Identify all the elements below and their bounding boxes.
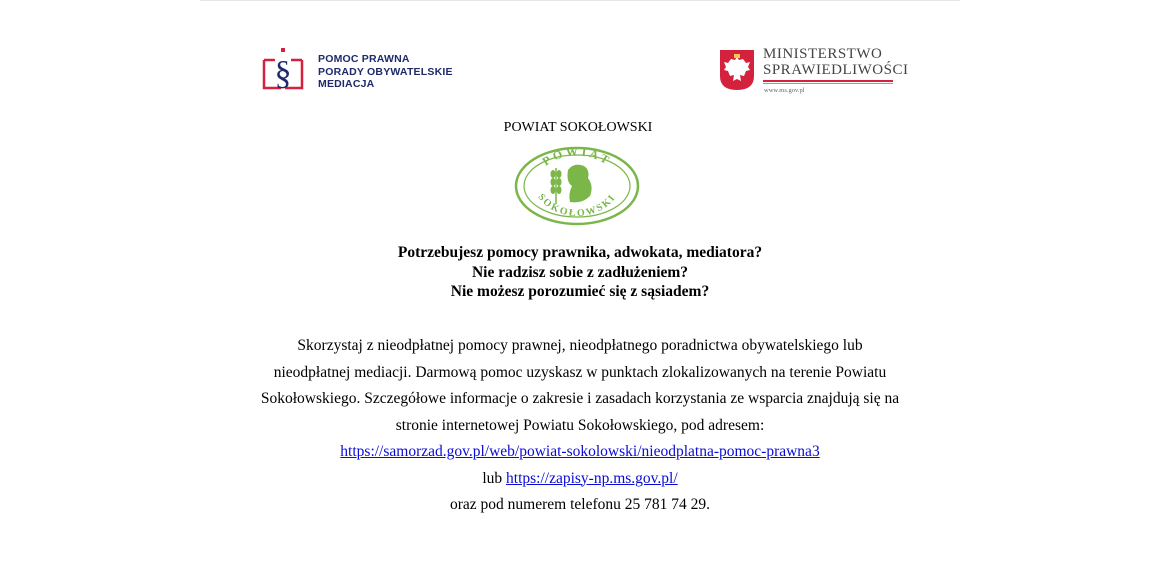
question-headings — [0, 243, 1156, 302]
section-sign-book-icon — [261, 46, 305, 92]
logo-line-2: PORADY OBYWATELSKIE — [318, 65, 453, 78]
powiat-sokolowski-logo — [512, 136, 642, 228]
ministry-line-1: MINISTERSTWO — [763, 46, 883, 62]
logo-line-1: POMOC PRAWNA — [318, 53, 410, 65]
heading-2: Nie radzisz sobie z zadłużeniem? — [471, 263, 689, 281]
link2-row — [0, 466, 1156, 493]
logo-text-bottom: SOKOŁOWSKI — [535, 191, 619, 220]
polish-eagle-icon — [720, 50, 754, 90]
falcon-icon — [568, 165, 592, 203]
logo-line-3: MEDIACJA — [318, 78, 375, 90]
link1-row — [0, 439, 1156, 466]
heading-1: Potrzebujesz pomocy prawnika, adwokata, mediatora? — [397, 244, 763, 261]
ministry-red-bar — [763, 80, 893, 82]
county-name: POWIAT SOKOŁOWSKI — [503, 120, 653, 135]
body-line-1: Skorzystaj z nieodpłatnej pomocy prawnej, nieodpłatnego poradnictwa obywatelskiego lub — [297, 337, 863, 354]
svg-text:§: § — [274, 55, 292, 92]
ministry-of-justice-logo — [720, 46, 909, 97]
top-divider — [200, 0, 960, 1]
phone-line: oraz pod numerem telefonu 25 781 74 29. — [450, 496, 710, 513]
ministry-text — [763, 47, 908, 79]
or-label: lub — [482, 469, 507, 487]
wheat-ear-icon — [551, 168, 562, 204]
zapisy-link[interactable]: https://zapisy-np.ms.gov.pl/ — [506, 469, 678, 487]
information-paragraph — [0, 333, 1156, 519]
heading-3: Nie możesz porozumieć się z sąsiadem? — [450, 283, 710, 300]
body-line-4: stronie internetowej Powiatu Sokołowskiego, pod adresem: — [395, 416, 765, 434]
logo-text-top: POWIAT — [539, 144, 615, 169]
body-line-3: Sokołowskiego. Szczegółowe informacje o zakresie i zasadach korzystania ze wsparcia znajdują się na — [260, 390, 900, 407]
ministry-url: www.ms.gov.pl — [764, 87, 805, 94]
pomoc-prawna-logo — [261, 46, 461, 94]
body-line-2: nieodpłatnej mediacji. Darmową pomoc uzyskasz w punktach zlokalizowanych na terenie Powiatu — [273, 363, 887, 381]
ministry-line-2: SPRAWIEDLIWOŚCI — [763, 62, 909, 78]
ministry-grey-bar — [763, 83, 893, 84]
pomoc-prawna-text — [318, 53, 453, 91]
samorzad-link[interactable]: https://samorzad.gov.pl/web/powiat-sokolowski/nieodplatna-pomoc-prawna3 — [340, 443, 820, 460]
